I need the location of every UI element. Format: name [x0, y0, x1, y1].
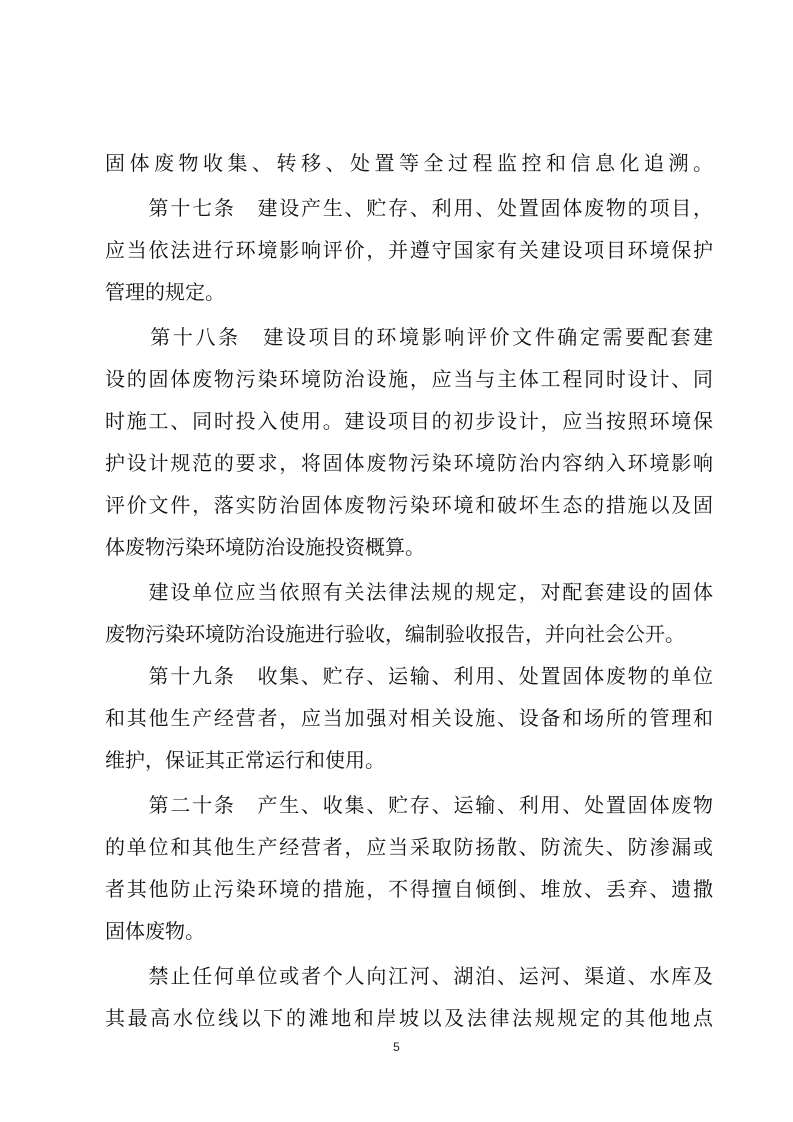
article-19-heading-line: 第十九条 收集、贮存、运输、利用、处置固体废物的单位 — [105, 664, 713, 688]
article-20-heading-line: 第二十条 产生、收集、贮存、运输、利用、处置固体废物 — [105, 793, 713, 817]
text-line: 者其他防止污染环境的措施，不得擅自倾倒、堆放、丢弃、遗撒 — [105, 877, 713, 901]
article-18-heading-line: 第十八条 建设项目的环境影响评价文件确定需要配套建 — [105, 325, 713, 349]
text-line: 其最高水位线以下的滩地和岸坡以及法律法规规定的其他地点 — [105, 1006, 713, 1030]
text-line: 废物污染环境防治设施进行验收，编制验收报告，并向社会公开。 — [105, 622, 685, 646]
text-line: 应当依法进行环境影响评价，并遵守国家有关建设项目环境保护 — [105, 238, 713, 262]
document-body — [105, 142, 713, 1039]
text-line: 时施工、同时投入使用。建设项目的初步设计，应当按照环境保 — [105, 409, 713, 433]
text-line: 和其他生产经营者，应当加强对相关设施、设备和场所的管理和 — [105, 706, 713, 730]
text-line: 体废物污染环境防治设施投资概算。 — [105, 535, 425, 559]
text-line: 维护，保证其正常运行和使用。 — [105, 748, 385, 772]
text-line: 固体废物。 — [105, 919, 205, 943]
text-line: 的单位和其他生产经营者，应当采取防扬散、防流失、防渗漏或 — [105, 835, 713, 859]
text-line: 固体废物收集、转移、处置等全过程监控和信息化追溯。 — [105, 151, 713, 175]
paragraph-start-line: 禁止任何单位或者个人向江河、湖泊、运河、渠道、水库及 — [105, 964, 713, 988]
text-line: 管理的规定。 — [105, 280, 225, 304]
text-line: 评价文件，落实防治固体废物污染环境和破坏生态的措施以及固 — [105, 493, 713, 517]
text-line: 设的固体废物污染环境防治设施，应当与主体工程同时设计、同 — [105, 367, 713, 391]
article-17-heading-line: 第十七条 建设产生、贮存、利用、处置固体废物的项目， — [105, 196, 713, 220]
page-number: 5 — [393, 1040, 400, 1054]
paragraph-start-line: 建设单位应当依照有关法律法规的规定，对配套建设的固体 — [105, 580, 713, 604]
text-line: 护设计规范的要求，将固体废物污染环境防治内容纳入环境影响 — [105, 451, 713, 475]
